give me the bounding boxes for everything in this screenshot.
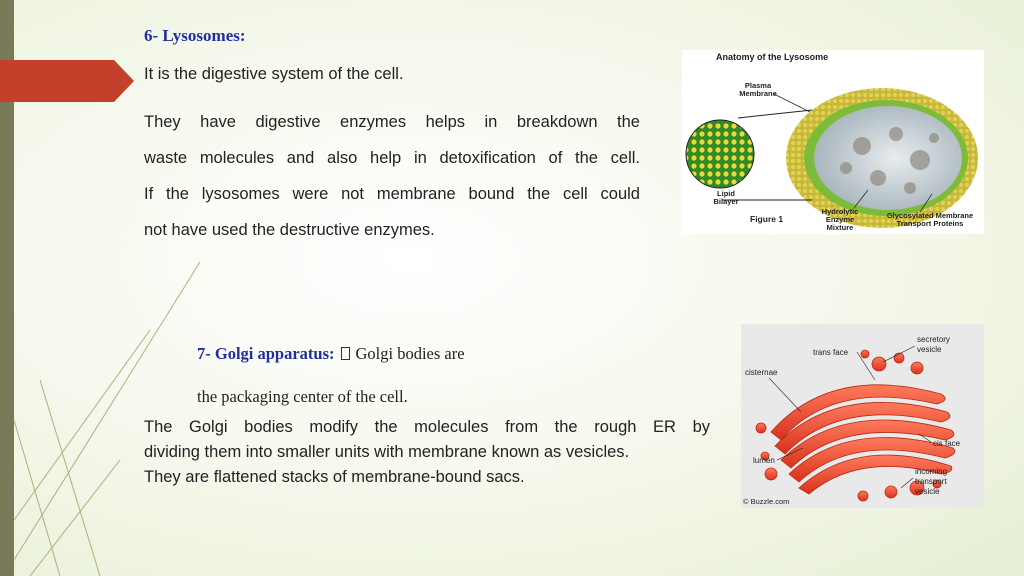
label-hydrolytic-2: Enzyme — [825, 215, 855, 224]
missing-glyph-icon — [341, 347, 350, 360]
lysosome-para-line: If the lysosomes were not membrane bound the cell could — [144, 185, 640, 203]
golgi-heading-line — [197, 344, 465, 364]
label-hydrolytic-1: Hydrolytic — [821, 207, 859, 216]
lysosome-intro-line: It is the digestive system of the cell. — [144, 65, 404, 83]
lysosome-para-line: They have digestive enzymes helps in breakdown the — [144, 113, 640, 131]
label-lumen: lumen — [753, 456, 775, 465]
figure-caption: Figure 1 — [750, 214, 784, 224]
label-incoming-2: transport — [915, 477, 947, 486]
label-incoming-1: incoming — [915, 467, 948, 476]
lysosome-paragraph — [144, 104, 640, 248]
label-hydrolytic-3: Mixture — [826, 223, 854, 232]
label-cisternae: cisternae — [745, 368, 778, 377]
label-lipid-bilayer-2: Bilayer — [713, 197, 739, 206]
label-secretory-2: vesicle — [917, 345, 942, 354]
label-secretory-1: secretory — [917, 335, 950, 344]
golgi-apparatus-figure — [741, 324, 984, 508]
slide-accent-arrow — [0, 60, 134, 102]
label-plasma-membrane-2: Membrane — [739, 89, 777, 98]
lysosome-para-line: waste molecules and also help in detoxification of the cell. — [144, 149, 640, 167]
golgi-heading: 7- Golgi apparatus: — [197, 344, 335, 363]
golgi-heading-rest: Golgi bodies are — [355, 344, 465, 363]
figure-credit: © Buzzle.com — [743, 497, 790, 506]
label-trans-face: trans face — [813, 348, 849, 357]
label-incoming-3: vesicle — [915, 487, 940, 496]
label-plasma-membrane-1: Plasma — [744, 81, 772, 90]
golgi-para-line: dividing them into smaller units with membrane known as vesicles. — [144, 443, 630, 461]
label-cis-face: cis face — [933, 439, 961, 448]
lysosome-figure-title: Anatomy of the Lysosome — [716, 52, 829, 62]
lysosome-para-line: not have used the destructive enzymes. — [144, 221, 435, 239]
label-glyco-1: Glycosylated Membrane — [886, 211, 974, 220]
label-glyco-2: Transport Proteins — [896, 219, 964, 228]
golgi-para-line: They are flattened stacks of membrane-bound sacs. — [144, 468, 525, 486]
lysosome-anatomy-figure — [682, 50, 984, 234]
golgi-subheading: the packaging center of the cell. — [197, 387, 408, 406]
label-lipid-bilayer-1: Lipid — [717, 189, 735, 198]
golgi-paragraph — [144, 415, 710, 490]
lysosomes-heading: 6- Lysosomes: — [144, 26, 246, 45]
golgi-para-line: The Golgi bodies modify the molecules from the rough ER by — [144, 418, 710, 436]
